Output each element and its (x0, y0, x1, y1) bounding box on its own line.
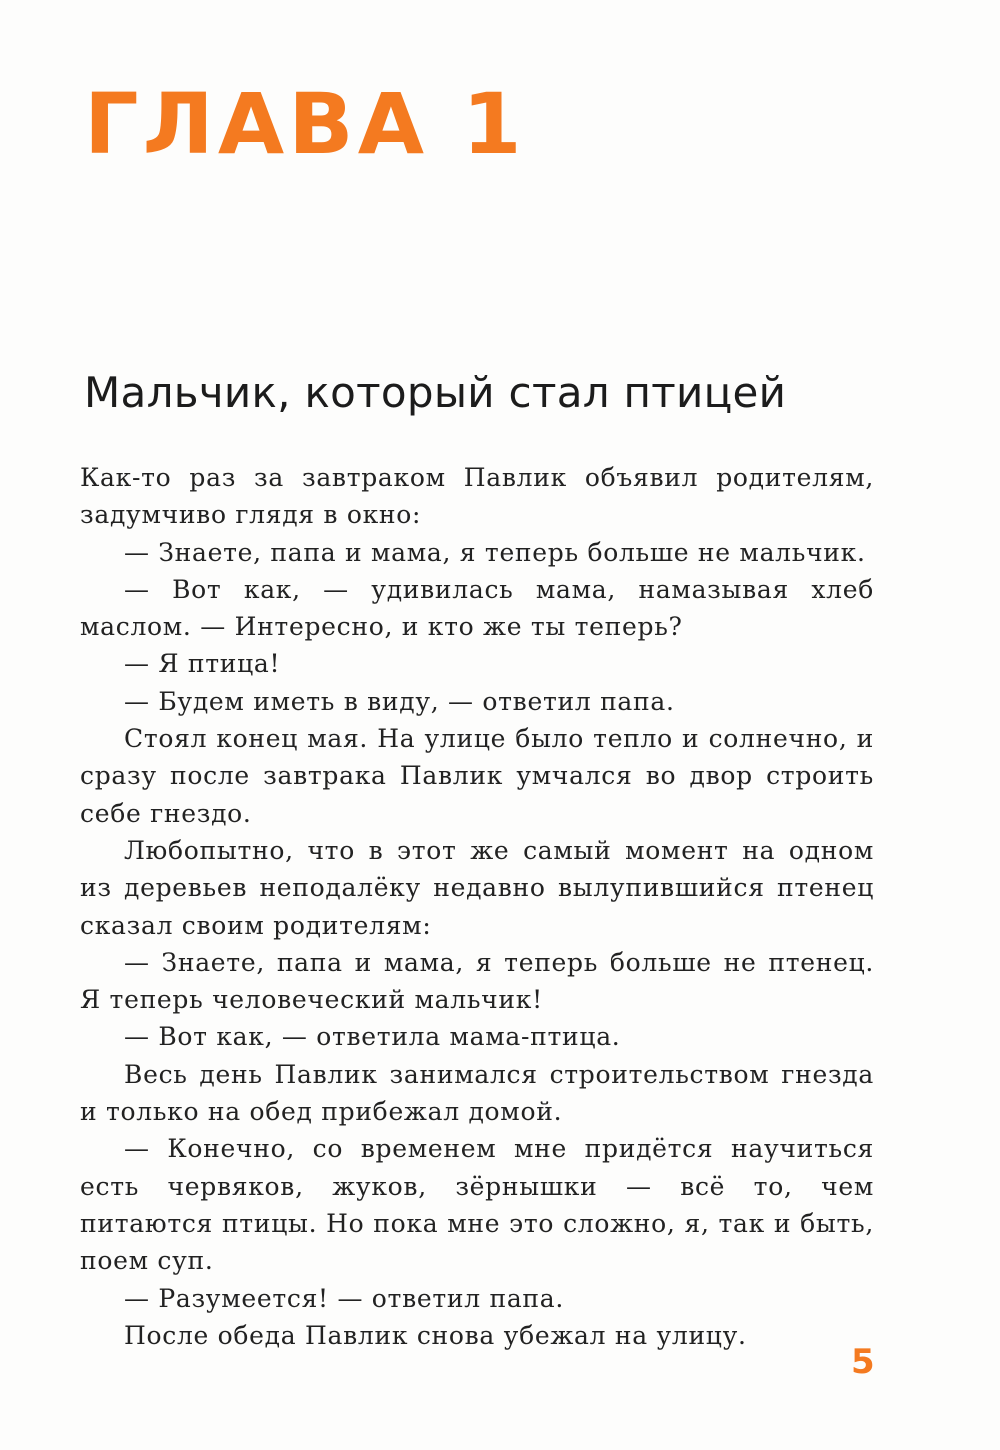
body-text (80, 459, 874, 1354)
paragraph: — Вот как, — удивилась мама, намазывая хлеб маслом. — Интересно, и кто же ты теперь? (80, 574, 874, 642)
paragraph: — Я птица! (124, 649, 281, 679)
paragraph: Стоял конец мая. На улице было тепло и солнечно, и сразу после завтрака Павлик умчался во двор строить себе гнездо. (80, 724, 874, 828)
paragraph: Любопытно, что в этот же самый момент на одном из деревьев неподалёку недавно вылупившийся птенец сказал своим родителям: (80, 835, 874, 940)
paragraph: — Будем иметь в виду, — ответил папа. (124, 686, 675, 716)
paragraph: Как-то раз за завтраком Павлик объявил родителям, задумчиво глядя в окно: (80, 463, 874, 530)
paragraph: Весь день Павлик занимался строительством гнезда и только на обед прибежал домой. (80, 1059, 874, 1127)
paragraph: — Разумеется! — ответил папа. (124, 1283, 565, 1313)
paragraph: — Конечно, со временем мне придётся научиться есть червяков, жуков, зёрнышки — всё то, чем питаются птицы. Но пока мне это сложно, я, так и быть, поем суп. (80, 1134, 874, 1276)
chapter-heading: ГЛАВА 1 (84, 75, 526, 173)
page-number: 5 (851, 1342, 875, 1382)
paragraph: — Знаете, папа и мама, я теперь больше не птенец. Я теперь человеческий мальчик! (80, 947, 874, 1015)
paragraph: — Вот как, — ответила мама-птица. (124, 1022, 621, 1052)
paragraph: — Знаете, папа и мама, я теперь больше не мальчик. (124, 537, 866, 567)
story-title: Мальчик, который стал птицей (84, 368, 787, 417)
paragraph: После обеда Павлик снова убежал на улицу. (124, 1320, 747, 1350)
